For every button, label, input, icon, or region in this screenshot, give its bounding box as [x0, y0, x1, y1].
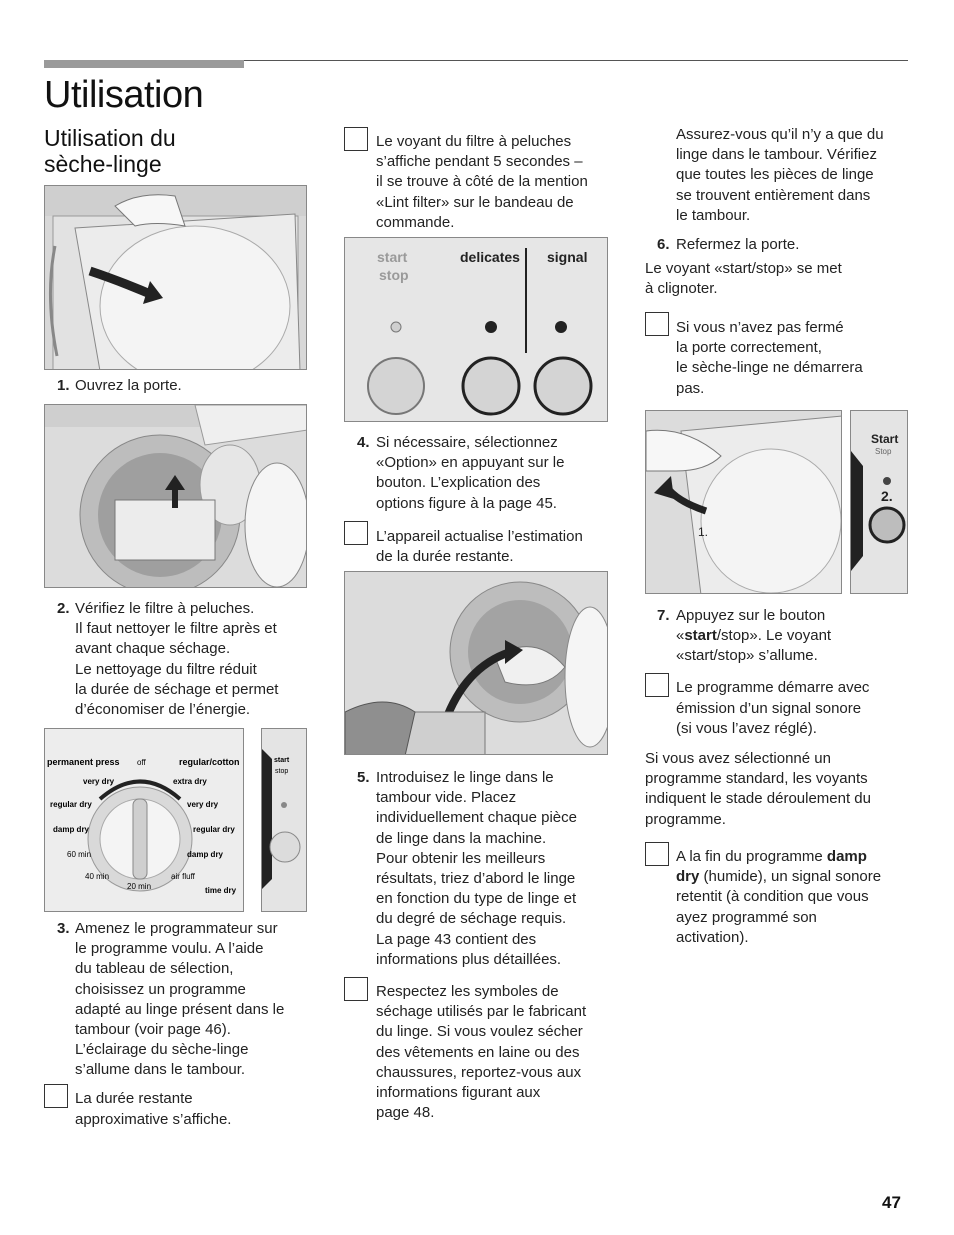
panel-label-signal: signal — [547, 249, 588, 265]
panel-label: start — [274, 757, 290, 764]
figure-label-stop: Stop — [875, 447, 892, 456]
dial-label: very dry — [187, 800, 219, 809]
note-drying-symbols: Respectez les symboles de séchage utilisés par le fabricant du linge. Si vous voulez sécher des vêtements en laine ou des chaussures, reportez-vous aux informations figurant aux page 48. — [376, 983, 587, 1122]
step-number: 6. — [657, 236, 670, 253]
dial-label: very dry — [83, 777, 115, 786]
step-number: 5. — [357, 769, 370, 786]
figure-program-dial — [44, 728, 244, 912]
note-box — [44, 1084, 68, 1108]
panel-label: stop — [275, 768, 289, 775]
figure-label-1: 1. — [698, 525, 709, 539]
note-lint-filter: Le voyant du filtre à peluches s’affiche pendant 5 secondes – il se trouve à côté de la mention «Lint filter» sur le bandeau de commande. — [376, 133, 588, 231]
blink-text: Le voyant «start/stop» se met à clignoter. — [645, 260, 842, 298]
note-box — [645, 842, 669, 866]
step-number: 7. — [657, 607, 670, 624]
note-box — [344, 977, 368, 1001]
dial-label: air fluff — [171, 872, 195, 881]
figure-lint-filter — [44, 404, 307, 588]
step-number: 2. — [57, 600, 70, 617]
figure-start-button-panel — [261, 728, 307, 912]
dial-label: damp dry — [53, 825, 90, 834]
note-door-closed: Si vous n’avez pas fermé la porte correctement, le sèche-linge ne démarrera pas. — [676, 319, 863, 397]
note-program-end: A la fin du programme damp dry (humide), un signal sonore retentit (à condition que vous ayez programmé son activation). — [676, 848, 882, 946]
note-box — [344, 127, 368, 151]
step-4-text: Si nécessaire, sélectionnez «Option» en appuyant sur le bouton. L’explication des options figure à la page 45. — [376, 434, 565, 512]
step-6-text: Refermez la porte. — [676, 236, 800, 253]
page-number: 47 — [882, 1193, 901, 1212]
figure-close-door — [645, 410, 842, 594]
step-number: 4. — [357, 434, 370, 451]
header-accent-bar — [44, 60, 244, 68]
step-5-text: Introduisez le linge dans le tambour vide. Placez individuellement chaque pièce de linge dans la machine. Pour obtenir les meilleurs résultats, triez d’abord le linge en fonction du type de linge et du degré de séchage requis. La page 43 contient des informations plus détaillées. — [376, 769, 577, 968]
dial-label: damp dry — [187, 850, 224, 859]
note-box — [645, 312, 669, 336]
panel-label-stop: stop — [379, 267, 409, 283]
dial-label: permanent press — [47, 757, 120, 767]
figure-label-2: 2. — [881, 488, 893, 504]
step-number: 3. — [57, 920, 70, 937]
dial-label: extra dry — [173, 777, 207, 786]
section-title: Utilisation du sèche-linge — [44, 125, 176, 177]
dial-label: 60 min — [67, 850, 92, 859]
page-title: Utilisation — [44, 74, 204, 116]
note-box — [645, 673, 669, 697]
figure-label-start: Start — [871, 432, 899, 446]
panel-label-delicates: delicates — [460, 249, 520, 265]
figure-control-panel — [344, 237, 608, 422]
panel-label-start: start — [377, 249, 408, 265]
note-program-starts: Le programme démarre avec émission d’un signal sonore (si vous l’avez réglé). — [676, 679, 870, 738]
dial-label: 20 min — [127, 882, 152, 891]
step-number: 1. — [57, 377, 70, 394]
figure-load-laundry — [344, 571, 608, 755]
step-7-text: Appuyez sur le bouton «start/stop». Le voyant «start/stop» s’allume. — [676, 607, 832, 665]
dial-label: regular/cotton — [179, 757, 240, 767]
dial-label: 40 min — [85, 872, 110, 881]
note-remaining-time: La durée restante approximative s’affiche. — [75, 1090, 232, 1129]
step-1-text: Ouvrez la porte. — [75, 377, 182, 394]
dial-label: time dry — [205, 886, 237, 895]
note-update-estimate: L’appareil actualise l’estimation de la durée restante. — [376, 528, 583, 566]
note-box — [344, 521, 368, 545]
dial-label: off — [137, 758, 146, 767]
standard-program-text: Si vous avez sélectionné un programme standard, les voyants indiquent le stade déroulement du programme. — [645, 750, 871, 828]
step-5-continued: Assurez-vous qu’il n’y a que du linge dans le tambour. Vérifiez que toutes les pièces de linge se trouvent entièrement dans le tambour. — [676, 126, 884, 224]
step-3-text: Amenez le programmateur sur le programme voulu. A l’aide du tableau de sélection, choisissez un programme adapté au linge présent dans le tambour (voir page 46). L’éclairage du sèche-linge s’allume dans le tambour. — [75, 920, 285, 1079]
dial-label: regular dry — [50, 800, 92, 809]
figure-open-door — [44, 185, 307, 370]
step-2-text: Vérifiez le filtre à peluches. Il faut nettoyer le filtre après et avant chaque séchage. Le nettoyage du filtre réduit la durée de séchage et permet d’économiser de l’énergie. — [75, 600, 279, 719]
dial-label: regular dry — [193, 825, 235, 834]
figure-start-stop-button — [850, 410, 908, 594]
